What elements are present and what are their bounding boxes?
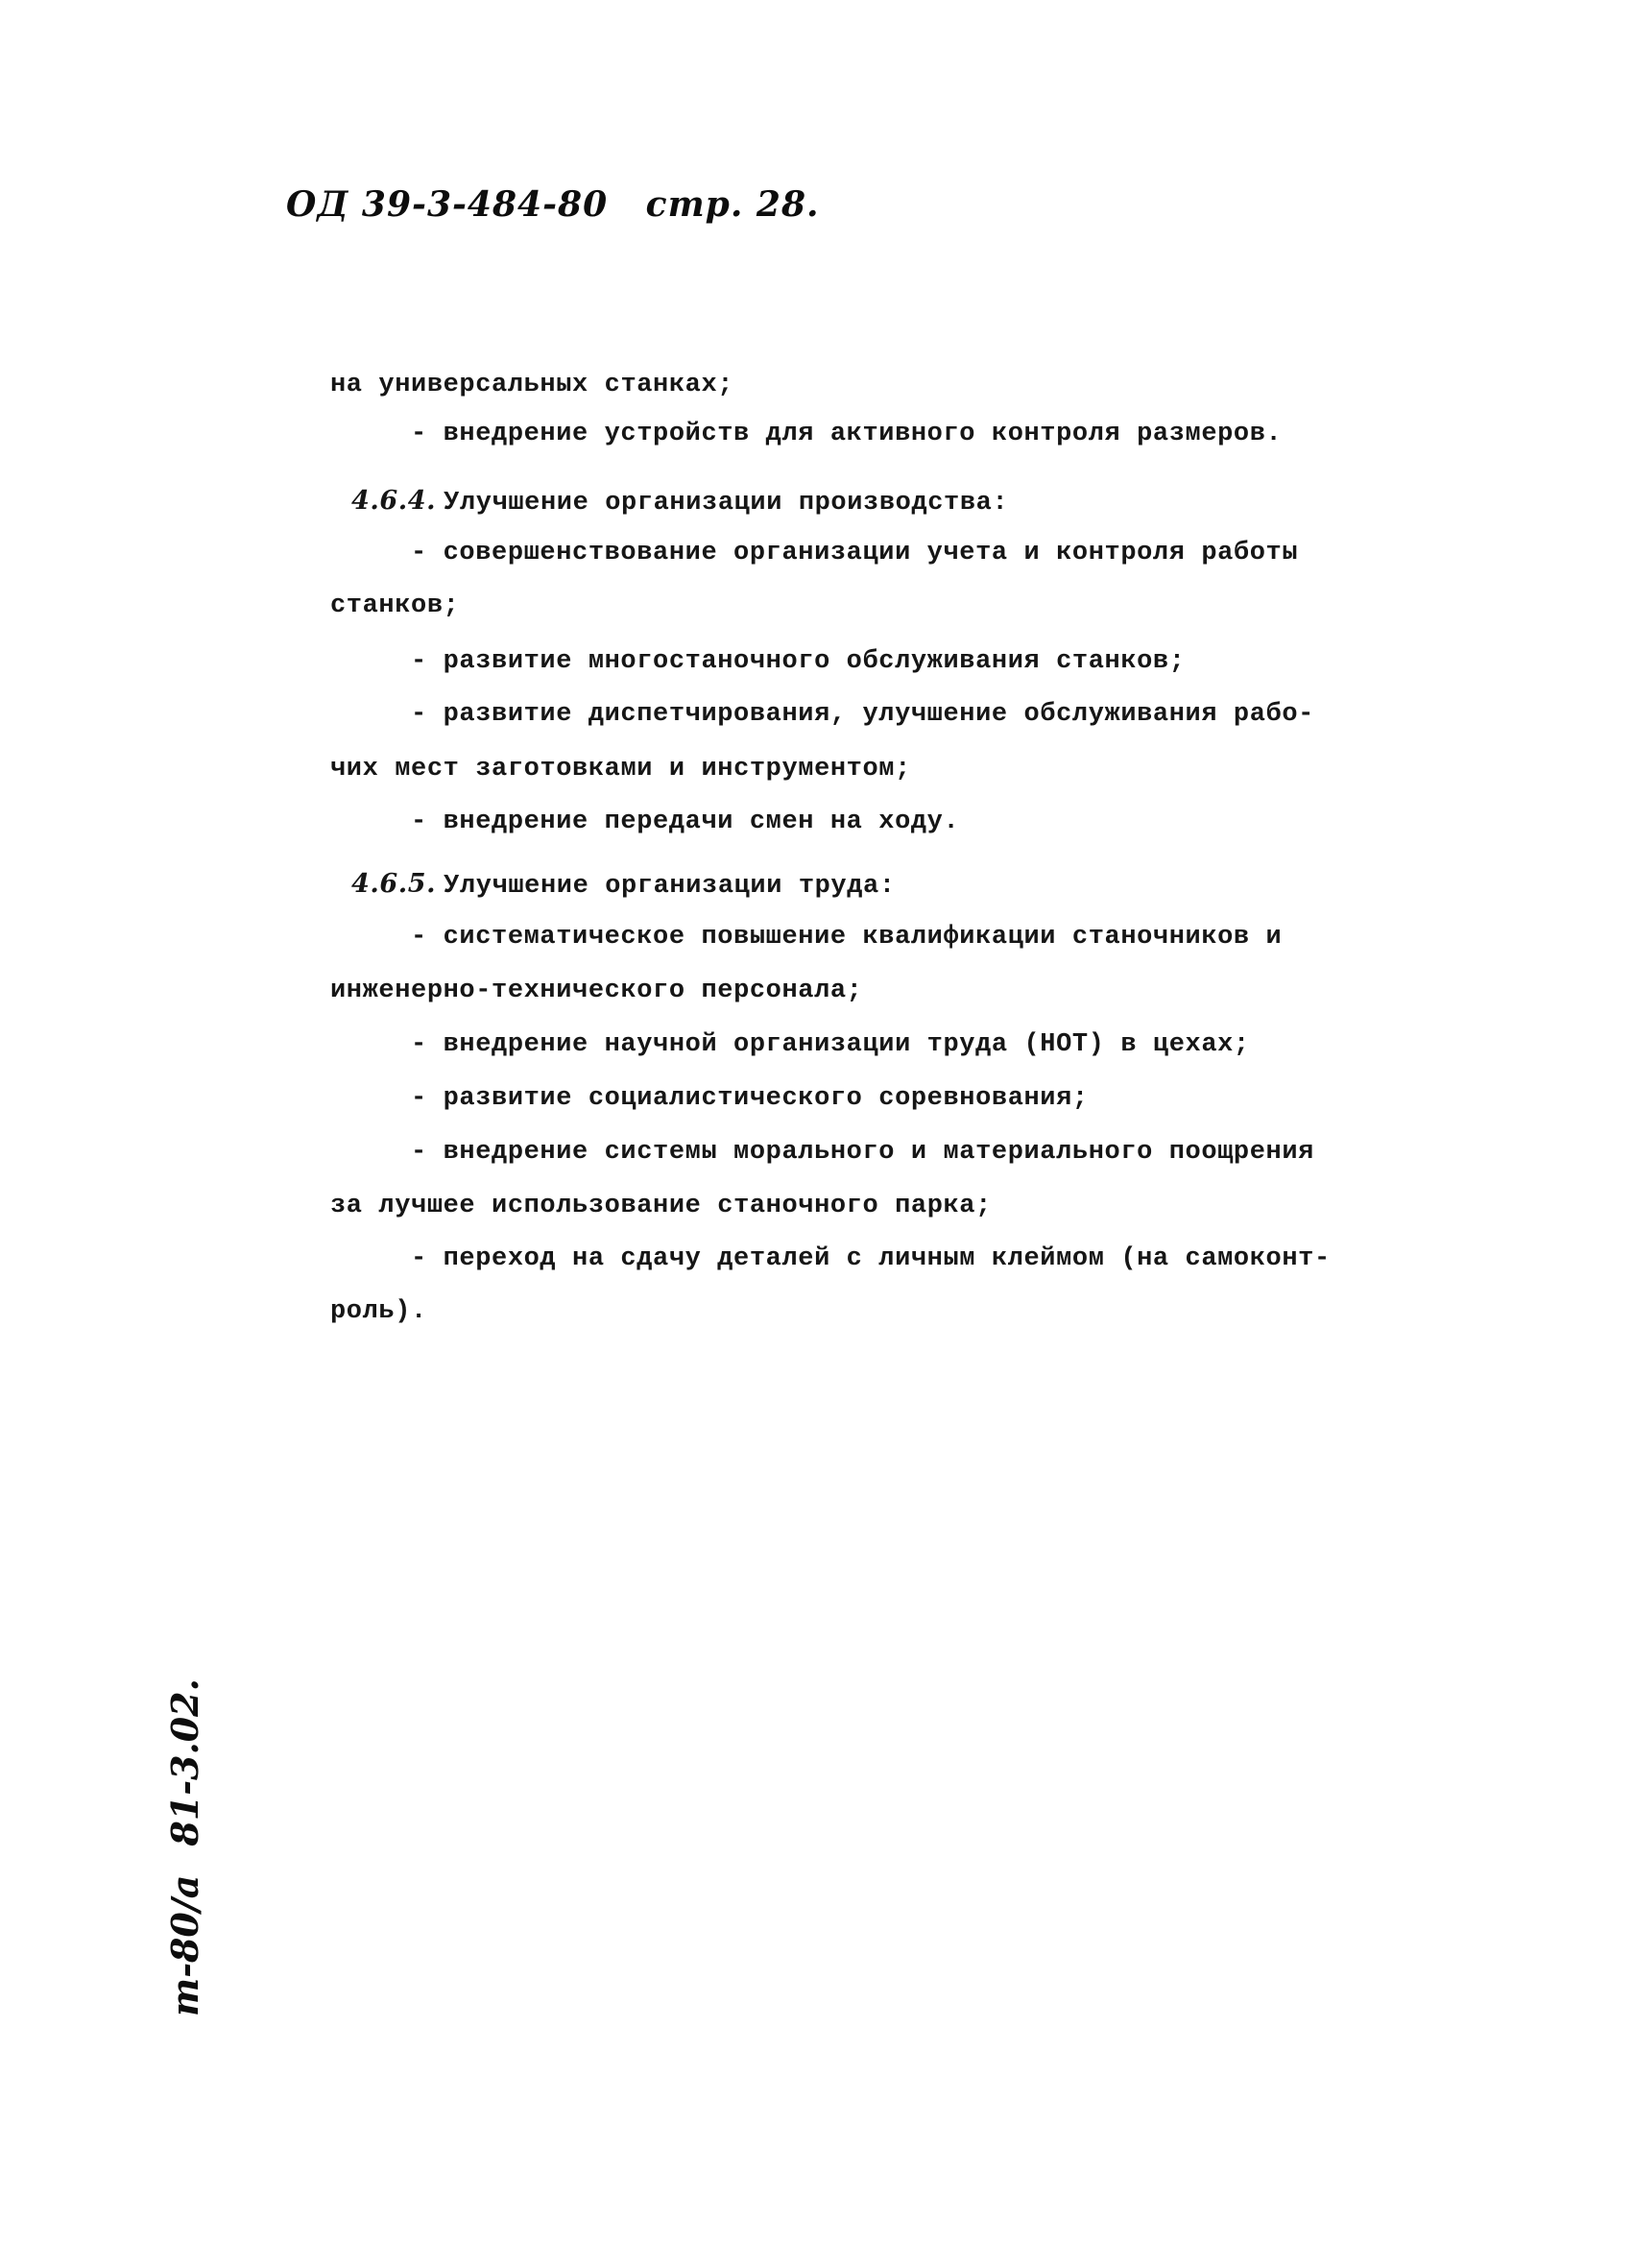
section-number: 4.6.5. [351,869,437,899]
list-item: - развитие многостаночного обслуживания станков; [411,647,1186,676]
section-heading [351,486,1008,519]
text-line: станков; [330,591,460,620]
text-line: за лучшее использование станочного парка; [330,1192,992,1220]
list-item: - переход на сдачу деталей с личным клеймом (на самоконт- [411,1244,1331,1273]
margin-note-handwritten [163,1671,211,2016]
list-item: - внедрение научной организации труда (НОТ) в цехах; [411,1030,1250,1059]
section-heading [351,869,896,902]
document-header [286,184,820,225]
list-item: - развитие диспетчирования, улучшение обслуживания рабо- [411,700,1314,729]
text-line: инженерно-технического персонала; [330,977,863,1005]
list-item: - совершенствование организации учета и контроля работы [411,539,1299,567]
page-number: стр. 28. [645,184,820,225]
section-number: 4.6.4. [351,486,437,516]
margin-note-part1: т-80/а [163,1874,206,2016]
list-item: - внедрение системы морального и материального поощрения [411,1138,1314,1167]
section-title: Улучшение организации производства: [444,489,1009,518]
text-line: чих мест заготовками и инструментом; [330,755,911,784]
text-line: на универсальных станках; [330,371,734,399]
list-item: - систематическое повышение квалификации станочников и [411,923,1283,952]
text-line: роль). [330,1297,427,1326]
list-item: - развитие социалистического соревнования; [411,1084,1089,1113]
document-code: ОД 39-3-484-80 [286,184,609,225]
list-item: - внедрение устройств для активного контроля размеров. [411,420,1283,448]
margin-note-part2: 81-3.02. [163,1678,206,1846]
list-item: - внедрение передачи смен на ходу. [411,808,960,836]
section-title: Улучшение организации труда: [444,872,896,901]
